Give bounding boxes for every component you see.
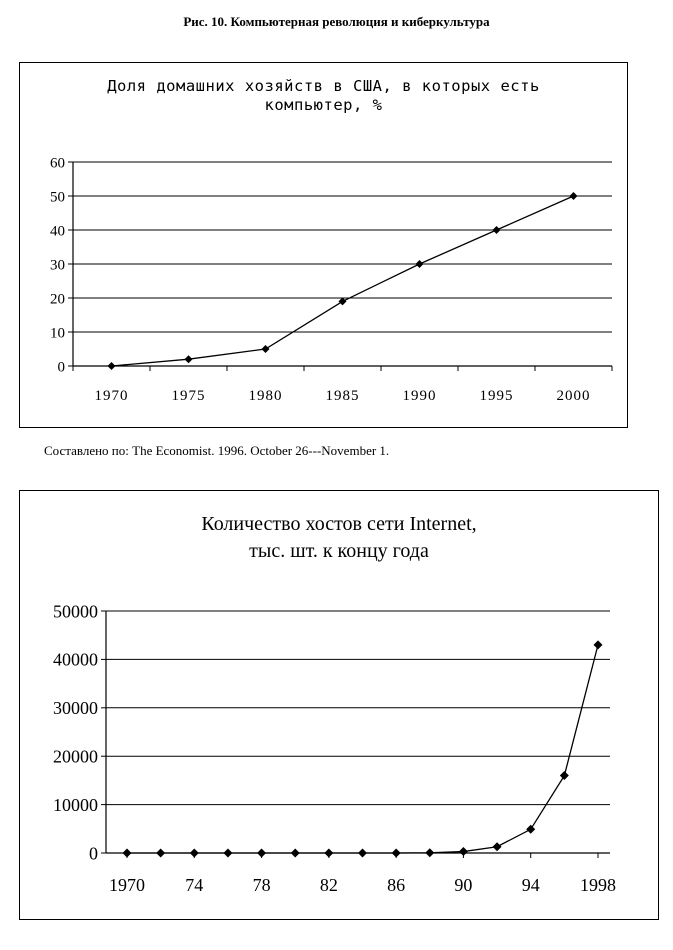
chart-title-line-2: компьютер, % [264,96,383,115]
data-point [223,849,232,858]
y-tick-label: 10000 [53,794,98,815]
chart-plot-area [20,491,658,919]
x-tick-label: 1980 [248,388,283,404]
x-tick-label: 78 [252,875,271,895]
data-point [526,825,535,834]
data-point [459,847,468,856]
y-tick-label: 50000 [53,601,98,622]
y-tick-label: 50 [50,189,65,206]
data-point [392,848,401,857]
y-tick-label: 0 [57,359,65,376]
x-tick-label: 1995 [479,388,514,404]
y-tick-label: 40 [50,223,65,240]
data-point [358,849,367,858]
x-tick-label: 1990 [402,388,437,404]
y-tick-label: 10 [50,325,65,342]
data-point [190,849,199,858]
x-tick-label: 94 [521,875,540,895]
x-tick-label: 1970 [94,388,129,404]
chart-plot-area [20,63,627,427]
y-tick-label: 20000 [53,746,98,767]
chart-title-line-2: тыс. шт. к концу года [249,540,429,562]
x-tick-label: 82 [319,875,338,895]
data-point [324,849,333,858]
data-point [416,260,424,268]
data-point [339,297,347,305]
data-point [185,355,193,363]
data-point [108,362,116,370]
chart-title-line-1: Количество хостов сети Internet, [201,513,477,535]
series-line [112,196,574,366]
figure-caption: Рис. 10. Компьютерная революция и киберкультура [183,14,490,29]
data-point [493,226,501,234]
data-point [570,192,578,200]
chart-title-line-1: Доля домашних хозяйств в США, в которых есть [107,77,540,95]
y-tick-label: 30 [50,257,65,274]
data-point [123,849,132,858]
data-point [425,848,434,857]
x-tick-label: 2000 [556,388,591,404]
x-tick-label: 1975 [171,388,206,404]
data-point [257,849,266,858]
chart-household-computers [19,62,628,428]
data-point [594,640,603,649]
data-point [156,849,165,858]
x-tick-label: 1998 [580,875,616,895]
y-tick-label: 20 [50,291,65,308]
y-tick-label: 30000 [53,698,98,719]
data-point [560,771,569,780]
x-tick-label: 74 [185,875,204,895]
y-tick-label: 60 [50,155,65,172]
data-point [291,849,300,858]
data-point [262,345,270,353]
x-tick-label: 90 [454,875,473,895]
chart-internet-hosts [19,490,659,920]
source-note: Составлено по: The Economist. 1996. October 26---November 1. [44,443,390,458]
x-tick-label: 1970 [109,875,145,895]
x-tick-label: 86 [387,875,406,895]
data-point [493,842,502,851]
series-line [127,645,598,853]
y-tick-label: 0 [89,843,98,864]
y-tick-label: 40000 [53,649,98,670]
x-tick-label: 1985 [325,388,360,404]
